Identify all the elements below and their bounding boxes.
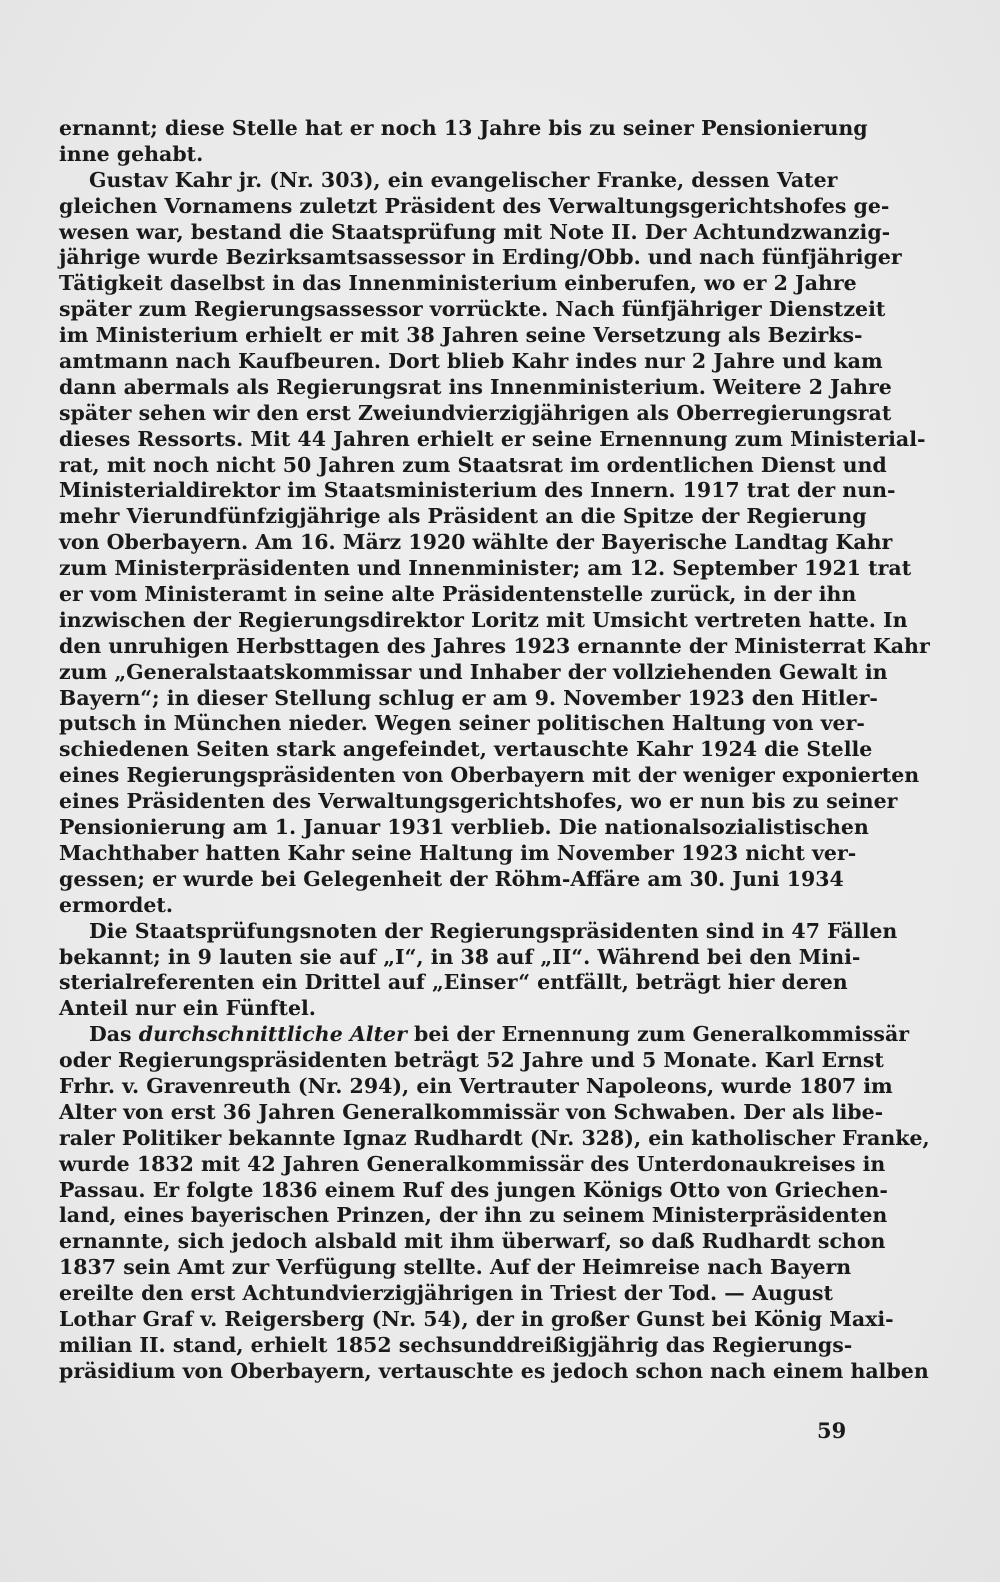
text-line: er vom Ministeramt in seine alte Präsidentenstelle zurück, in der ihn — [59, 582, 857, 607]
text-line: inzwischen der Regierungsdirektor Loritz mit Umsicht vertreten hatte. In — [59, 607, 908, 632]
text-line: Die Staatsprüfungsnoten der Regierungspräsidenten sind in 47 Fällen — [89, 918, 898, 943]
text-line: später sehen wir den erst Zweiundvierzigjährigen als Oberregierungsrat — [59, 400, 892, 425]
text-line: Tätigkeit daselbst in das Innenministerium einberufen, wo er 2 Jahre — [59, 271, 857, 296]
text-line: Bayern“; in dieser Stellung schlug er am 9. November 1923 den Hitler- — [59, 685, 878, 710]
text-line: Alter von erst 36 Jahren Generalkommissär von Schwaben. Der als libe- — [59, 1099, 884, 1124]
text-line: Lothar Graf v. Reigersberg (Nr. 54), der in großer Gunst bei König Maxi- — [59, 1306, 894, 1331]
text-line: Anteil nur ein Fünftel. — [59, 996, 316, 1021]
text-line: sterialreferenten ein Drittel auf „Einser“ entfällt, beträgt hier deren — [59, 970, 848, 995]
text-line: wesen war, bestand die Staatsprüfung mit Note II. Der Achtundzwanzig- — [59, 219, 891, 244]
text-line: Frhr. v. Gravenreuth (Nr. 294), ein Vertrauter Napoleons, wurde 1807 im — [59, 1073, 893, 1098]
text-line: Pensionierung am 1. Januar 1931 verblieb. Die nationalsozialistischen — [59, 815, 869, 840]
body-text — [59, 116, 930, 1385]
text-line: präsidium von Oberbayern, vertauschte es jedoch schon nach einem halben — [59, 1358, 929, 1383]
text-line — [59, 1022, 910, 1048]
text-line: von Oberbayern. Am 16. März 1920 wählte der Bayerische Landtag Kahr — [59, 530, 893, 555]
text-line: dann abermals als Regierungsrat ins Innenministerium. Weitere 2 Jahre — [59, 374, 892, 399]
text-line: 1837 sein Amt zur Verfügung stellte. Auf der Heimreise nach Bayern — [59, 1255, 852, 1280]
text-line: ereilte den erst Achtundvierzigjährigen in Triest der Tod. — August — [59, 1281, 833, 1306]
text-line: land, eines bayerischen Prinzen, der ihn zu seinem Ministerpräsidenten — [59, 1203, 888, 1228]
text-line: oder Regierungspräsidenten beträgt 52 Jahre und 5 Monate. Karl Ernst — [59, 1048, 884, 1073]
text-line: gleichen Vornamens zuletzt Präsident des Verwaltungsgerichtshofes ge- — [59, 193, 890, 218]
text-line-end: bei der Ernennung zum Generalkommissär — [406, 1022, 910, 1047]
text-line: eines Präsidenten des Verwaltungsgerichtshofes, wo er nun bis zu seiner — [59, 789, 898, 814]
text-line: amtmann nach Kaufbeuren. Dort blieb Kahr indes nur 2 Jahre und kam — [59, 349, 883, 374]
emphasis-text: durchschnittliche Alter — [138, 1022, 407, 1047]
text-line: milian II. stand, erhielt 1852 sechsunddreißigjährig das Regierungs- — [59, 1332, 853, 1357]
text-line: putsch in München nieder. Wegen seiner politischen Haltung von ver- — [59, 711, 865, 736]
text-line: mehr Vierundfünfzigjährige als Präsident an die Spitze der Regierung — [59, 504, 867, 529]
text-line: inne gehabt. — [59, 141, 204, 166]
text-line: zum „Generalstaatskommissar und Inhaber der vollziehenden Gewalt in — [59, 659, 888, 684]
text-line: schiedenen Seiten stark angefeindet, vertauschte Kahr 1924 die Stelle — [59, 737, 873, 762]
text-line: zum Ministerpräsidenten und Innenminister; am 12. September 1921 trat — [59, 556, 912, 581]
text-line: ernannte, sich jedoch alsbald mit ihm überwarf, so daß Rudhardt schon — [59, 1229, 886, 1254]
text-line: raler Politiker bekannte Ignaz Rudhardt (Nr. 328), ein katholischer Franke, — [59, 1125, 930, 1150]
text-line: Passau. Er folgte 1836 einem Ruf des jungen Königs Otto von Griechen- — [59, 1177, 888, 1202]
text-line: später zum Regierungsassessor vorrückte. Nach fünfjähriger Dienstzeit — [59, 297, 886, 322]
text-line: bekannt; in 9 lauten sie auf „I“, in 38 auf „II“. Während bei den Mini- — [59, 944, 861, 969]
text-line: Machthaber hatten Kahr seine Haltung im November 1923 nicht ver- — [59, 840, 857, 865]
text-line: ernannt; diese Stelle hat er noch 13 Jahre bis zu seiner Pensionierung — [59, 116, 868, 140]
text-line: eines Regierungspräsidenten von Oberbayern mit der weniger exponierten — [59, 763, 920, 788]
text-line: dieses Ressorts. Mit 44 Jahren erhielt er seine Ernennung zum Ministerial- — [59, 426, 926, 451]
text-line: ermordet. — [59, 892, 173, 917]
page-number: 59 — [817, 1418, 847, 1443]
text-line-start: Das — [89, 1022, 139, 1047]
text-line: im Ministerium erhielt er mit 38 Jahren seine Versetzung als Bezirks- — [59, 323, 863, 348]
text-line: Gustav Kahr jr. (Nr. 303), ein evangelischer Franke, dessen Vater — [89, 167, 838, 192]
text-line: jährige wurde Bezirksamtsassessor in Erding/Obb. und nach fünfjähriger — [59, 245, 902, 270]
text-line: gessen; er wurde bei Gelegenheit der Röhm-Affäre am 30. Juni 1934 — [59, 866, 844, 891]
text-line: rat, mit noch nicht 50 Jahren zum Staatsrat im ordentlichen Dienst und — [59, 452, 887, 477]
text-line: Ministerialdirektor im Staatsministerium des Innern. 1917 trat der nun- — [59, 478, 896, 503]
text-line: den unruhigen Herbsttagen des Jahres 1923 ernannte der Ministerrat Kahr — [59, 633, 930, 658]
text-line: wurde 1832 mit 42 Jahren Generalkommissär des Unterdonaukreises in — [59, 1151, 886, 1176]
